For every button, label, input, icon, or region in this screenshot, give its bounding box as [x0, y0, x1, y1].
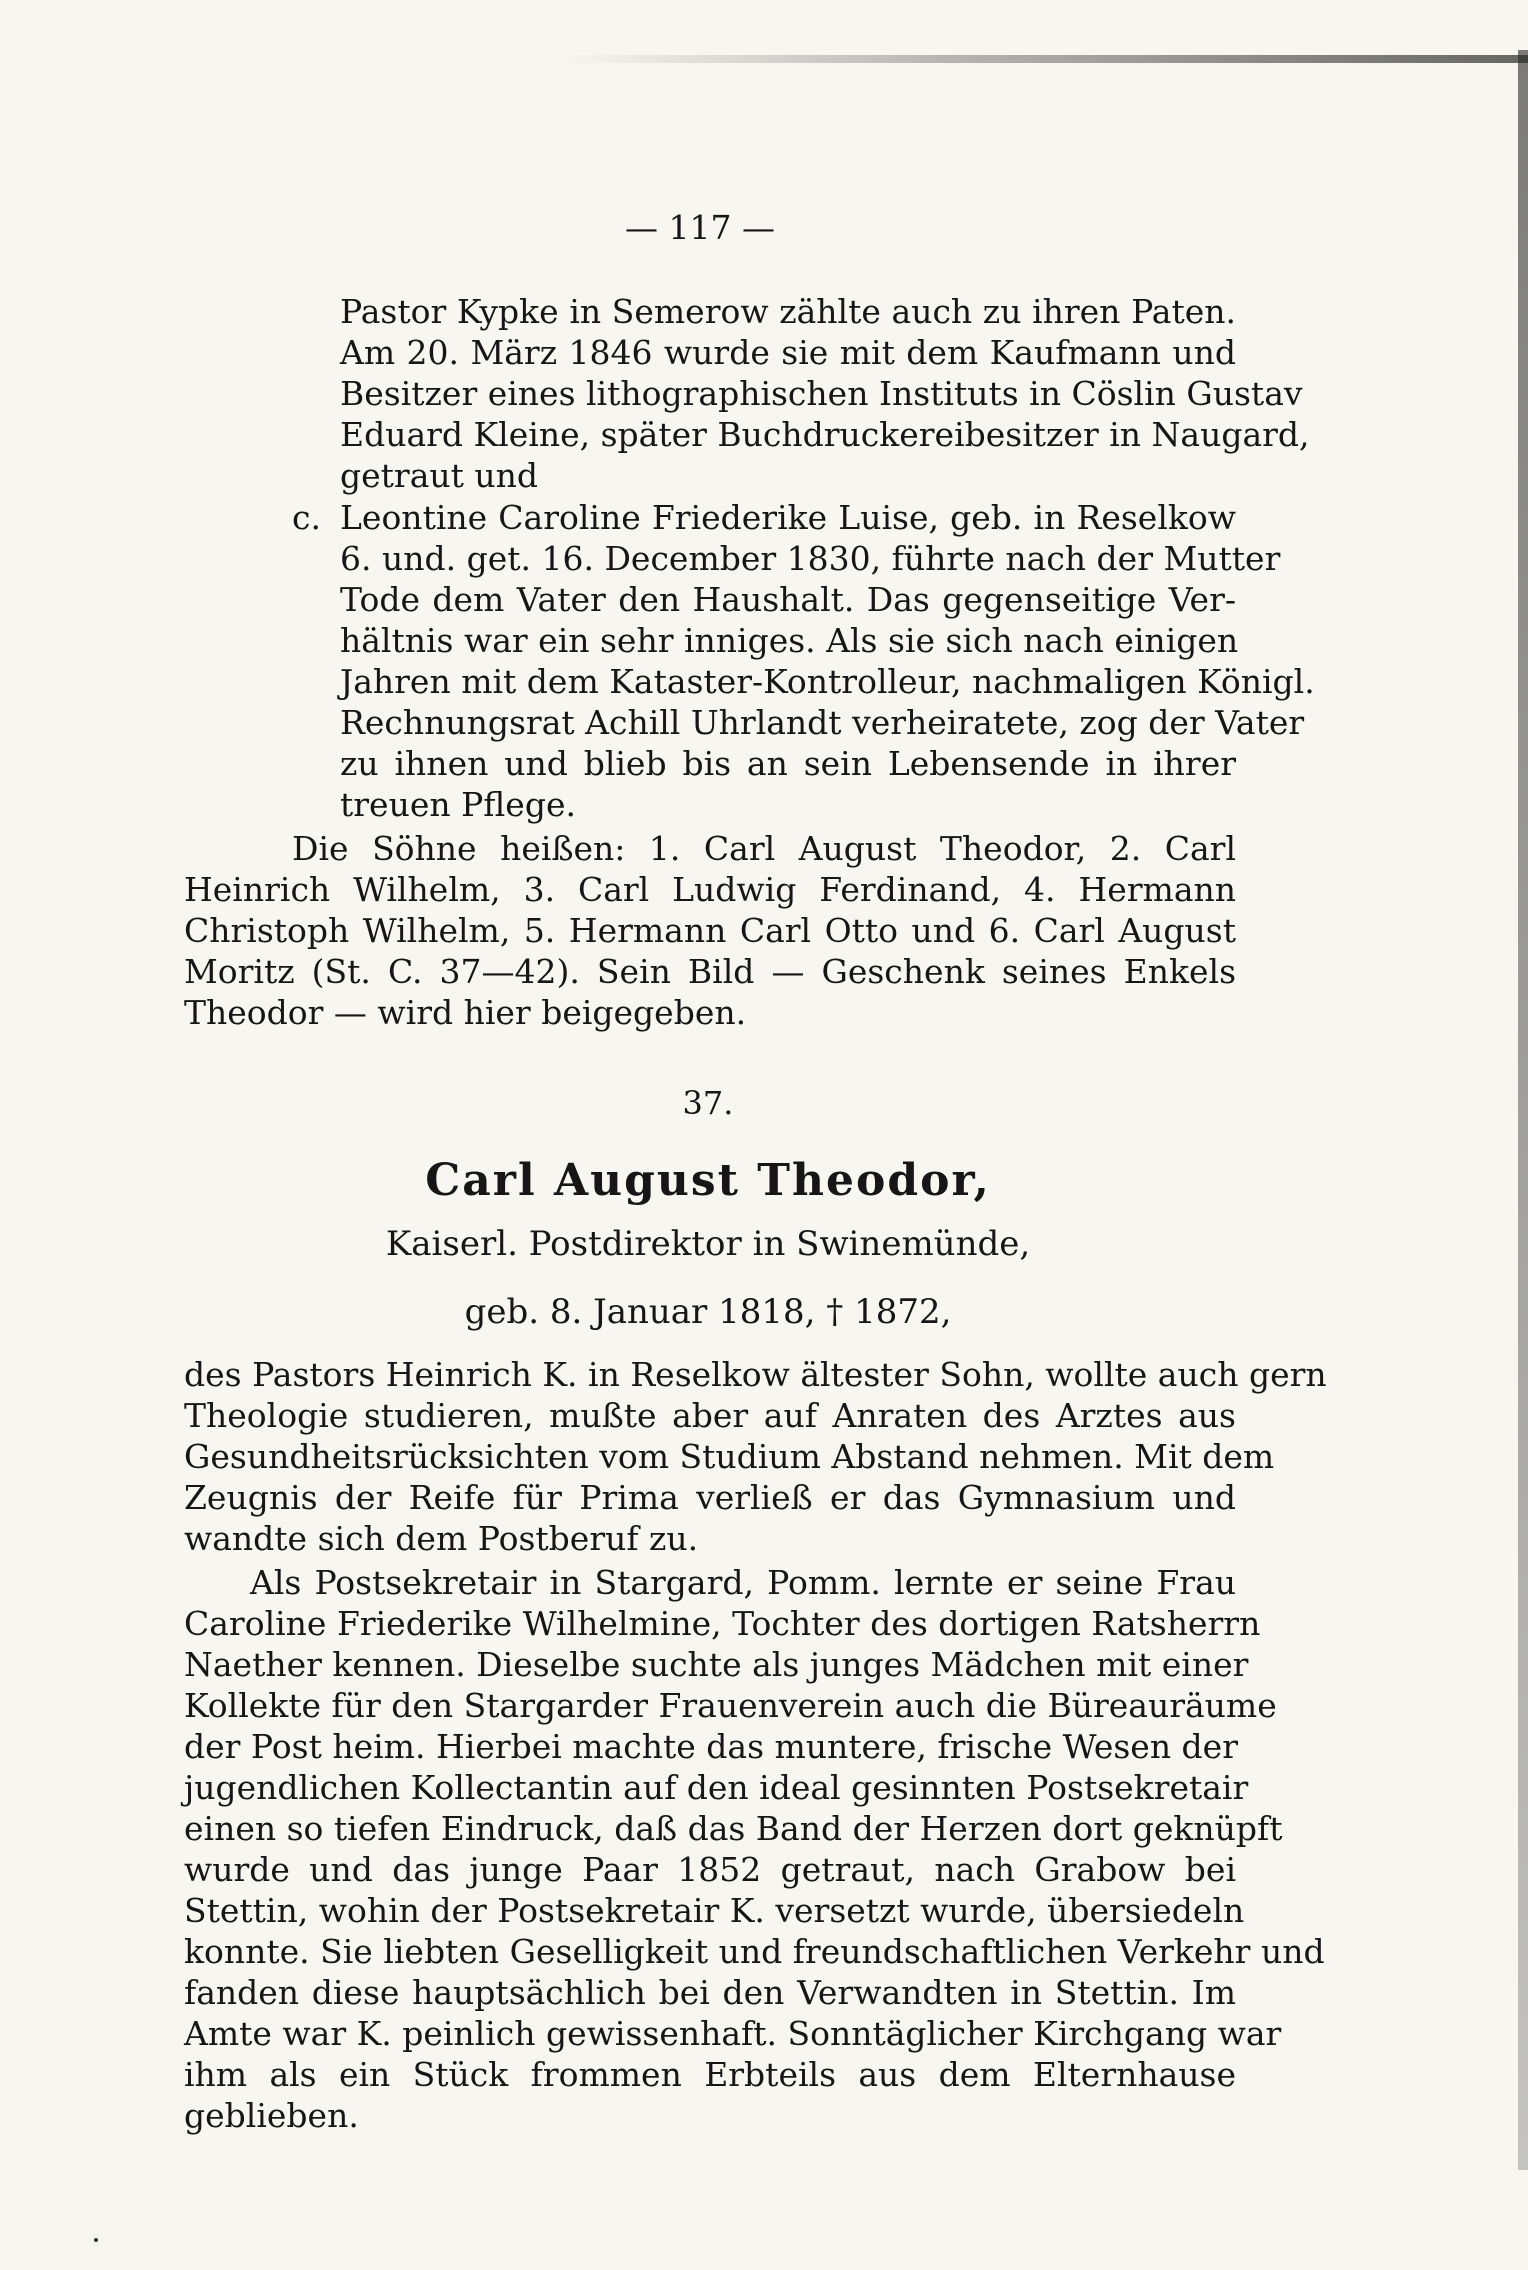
text-line: Am 20. März 1846 wurde sie mit dem Kaufmann und	[340, 333, 1236, 372]
text-line: Rechnungsrat Achill Uhrlandt verheiratete, zog der Vater	[340, 703, 1305, 742]
text-line: Zeugnis der Reife für Prima verließ er das Gymnasium und	[184, 1478, 1236, 1517]
scan-edge-top	[560, 55, 1528, 63]
text-line: Gesundheitsrücksichten vom Studium Abstand nehmen. Mit dem	[184, 1437, 1275, 1476]
section-dates: geb. 8. Januar 1818, † 1872,	[464, 1292, 952, 1332]
text-line: Kollekte für den Stargarder Frauenverein auch die Büreauräume	[184, 1686, 1277, 1725]
section-number: 37.	[682, 1084, 734, 1122]
text-line: getraut und	[340, 456, 538, 495]
text-line: der Post heim. Hierbei machte das muntere, frische Wesen der	[184, 1727, 1238, 1766]
text-line: Theodor — wird hier beigegeben.	[184, 993, 747, 1032]
text-line: fanden diese hauptsächlich bei den Verwandten in Stettin. Im	[184, 1973, 1236, 2012]
text-line: treuen Pflege.	[340, 785, 576, 824]
text-line: Tode dem Vater den Haushalt. Das gegenseitige Ver-	[340, 580, 1236, 619]
page-number: — 117 —	[625, 208, 775, 247]
text-line: Theologie studieren, mußte aber auf Anraten des Arztes aus	[184, 1396, 1236, 1435]
text-line: Besitzer eines lithographischen Instituts in Cöslin Gustav	[340, 374, 1303, 413]
text-line: zu ihnen und blieb bis an sein Lebensende in ihrer	[340, 744, 1236, 783]
section-heading: Carl August Theodor,	[425, 1155, 991, 1206]
text-line: Jahren mit dem Kataster-Kontrolleur, nachmaligen Königl.	[340, 662, 1315, 701]
text-line: ihm als ein Stück frommen Erbteils aus dem Elternhause	[184, 2055, 1236, 2094]
text-line: Als Postsekretair in Stargard, Pomm. lernte er seine Frau	[250, 1563, 1236, 1602]
text-line: jugendlichen Kollectantin auf den ideal gesinnten Postsekretair	[184, 1768, 1249, 1807]
text-line: geblieben.	[184, 2096, 359, 2135]
text-line: Moritz (St. C. 37—42). Sein Bild — Geschenk seines Enkels	[184, 952, 1236, 991]
text-line: Caroline Friederike Wilhelmine, Tochter des dortigen Ratsherrn	[184, 1604, 1261, 1643]
text-line: Naether kennen. Dieselbe suchte als junges Mädchen mit einer	[184, 1645, 1249, 1684]
text-line: Pastor Kypke in Semerow zählte auch zu ihren Paten.	[340, 292, 1236, 331]
section-subtitle: Kaiserl. Postdirektor in Swinemünde,	[385, 1224, 1031, 1264]
text-line: des Pastors Heinrich K. in Reselkow ältester Sohn, wollte auch gern	[184, 1355, 1327, 1394]
text-line: Die Söhne heißen: 1. Carl August Theodor, 2. Carl	[292, 829, 1236, 868]
text-line: Christoph Wilhelm, 5. Hermann Carl Otto und 6. Carl August	[184, 911, 1236, 950]
list-marker: c.	[292, 498, 321, 537]
text-line: Heinrich Wilhelm, 3. Carl Ludwig Ferdinand, 4. Hermann	[184, 870, 1236, 909]
text-line: konnte. Sie liebten Geselligkeit und freundschaftlichen Verkehr und	[184, 1932, 1325, 1971]
text-line: Eduard Kleine, später Buchdruckereibesitzer in Naugard,	[340, 415, 1310, 454]
text-line: Leontine Caroline Friederike Luise, geb. in Reselkow	[340, 498, 1236, 537]
scan-edge-right	[1518, 50, 1528, 2170]
text-line: wurde und das junge Paar 1852 getraut, nach Grabow bei	[184, 1850, 1236, 1889]
text-line: hältnis war ein sehr inniges. Als sie sich nach einigen	[340, 621, 1239, 660]
text-line: 6. und. get. 16. December 1830, führte nach der Mutter	[340, 539, 1281, 578]
text-line: einen so tiefen Eindruck, daß das Band der Herzen dort geknüpft	[184, 1809, 1283, 1848]
scan-speck	[94, 2238, 98, 2242]
text-line: Amte war K. peinlich gewissenhaft. Sonntäglicher Kirchgang war	[184, 2014, 1282, 2053]
text-line: Stettin, wohin der Postsekretair K. versetzt wurde, übersiedeln	[184, 1891, 1245, 1930]
text-line: wandte sich dem Postberuf zu.	[184, 1519, 699, 1558]
